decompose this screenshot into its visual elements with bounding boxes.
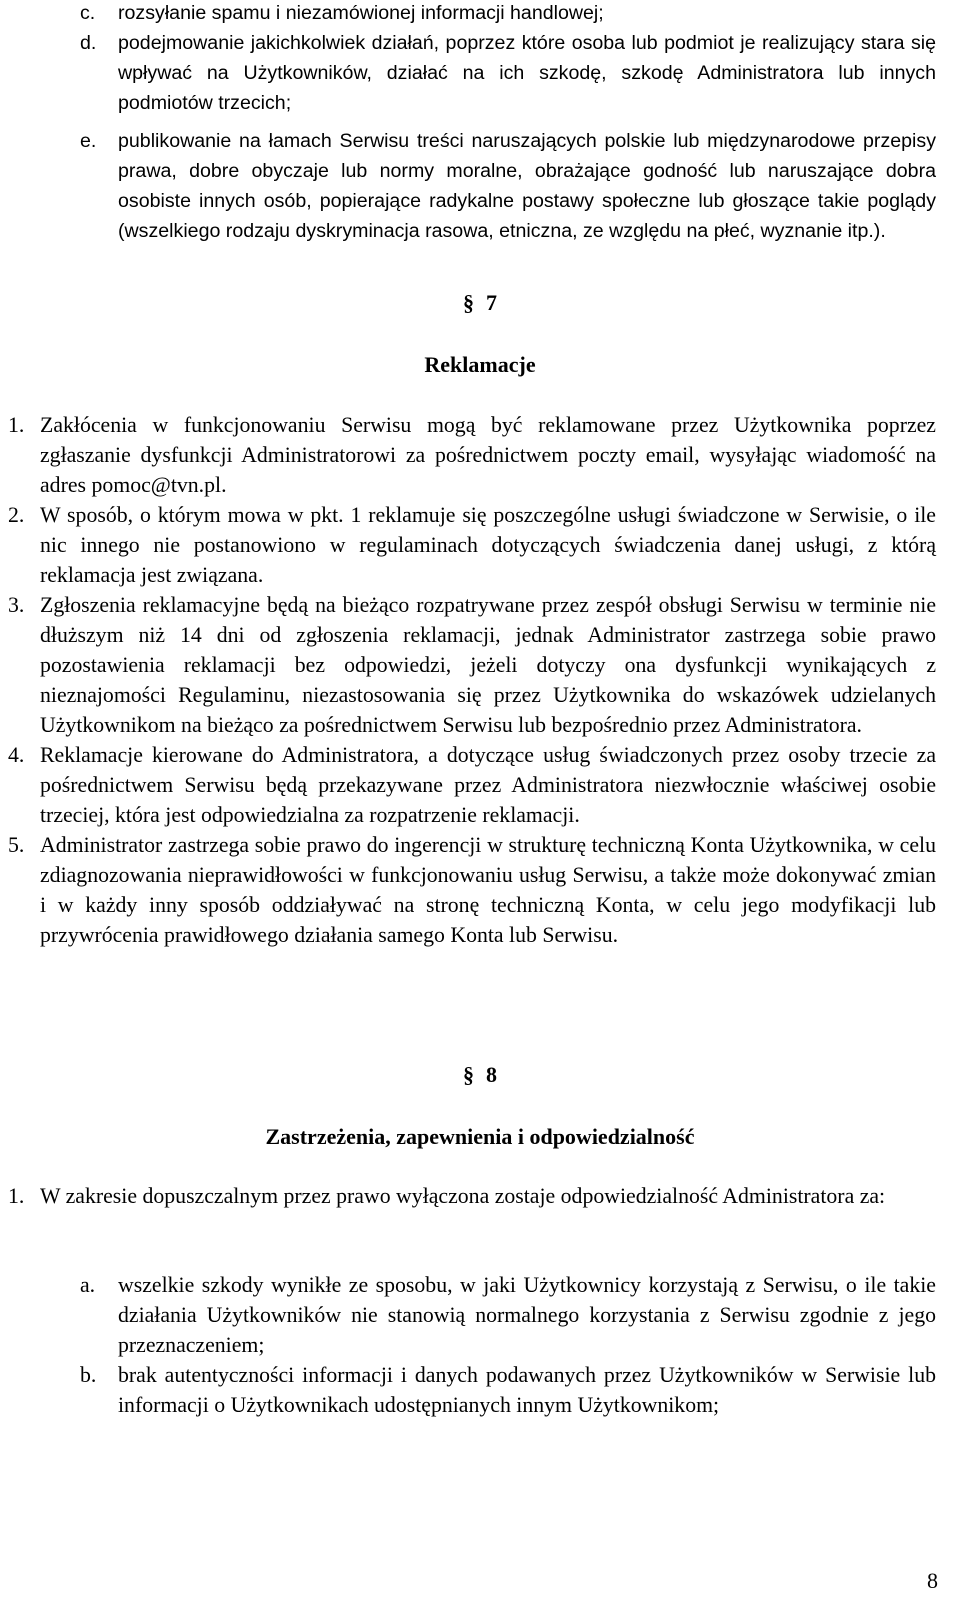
list-item-text: Zgłoszenia reklamacyjne będą na bieżąco rozpatrywane przez zespół obsługi Serwisu w terminie nie dłuższym niż 14 dni od zgłoszenia reklamacji, jednak Administrator zastrzega sobie prawo pozostawienia reklamacji bez odpowiedzi, jeżeli dotyczy ona dysfunkcji wynikających z nieznajomości Regulaminu, niezastosowania się przez Użytkownika do wskazówek udzielanych Użytkownikom na bieżąco za pośrednictwem Serwisu lub bezpośrednio przez Administratora. (40, 593, 936, 737)
list-marker (0, 410, 40, 500)
list-item-text: Administrator zastrzega sobie prawo do ingerencji w strukturę techniczną Konta Użytkownika, w celu zdiagnozowania nieprawidłowości w funkcjonowaniu usług Serwisu, a także może dokonywać zmian i w każdy inny sposób oddziaływać na stronę techniczną Konta, w celu jego modyfikacji lub przywrócenia prawidłowego działania samego Konta lub Serwisu. (40, 833, 936, 947)
section-number: 7 (486, 290, 497, 315)
list-item-text: Zakłócenia w funkcjonowaniu Serwisu mogą być reklamowane przez Użytkownika poprzez zgłaszanie dysfunkcji Administratorowi za pośrednictwem poczty email, wysyłając wiadomość na adres pomoc@tvn.pl. (40, 413, 936, 497)
section-8-title: Zastrzeżenia, zapewnienia i odpowiedzialność (265, 1124, 695, 1149)
list-item-text: publikowanie na łamach Serwisu treści naruszających polskie lub międzynarodowe przepisy prawa, dobre obyczaje lub normy moralne, obrażające godność lub naruszające dobra osobiste innych osób, popierające radykalne postawy społeczne lub głoszące takie poglądy (wszelkiego rodzaju dyskryminacja rasowa, etniczna, ze względu na płeć, wyznanie itp.). (118, 130, 936, 242)
list-item (0, 590, 936, 740)
list-item (80, 1360, 936, 1420)
list-item-text: Reklamacje kierowane do Administratora, a dotyczące usług świadczonych przez osoby trzecie za pośrednictwem Serwisu będą przekazywane przez Administratora niezwłocznie właściwej osobie trzeciej, która jest odpowiedzialna za rozpatrzenie reklamacji. (40, 743, 936, 827)
list-item-text: podejmowanie jakichkolwiek działań, poprzez które osoba lub podmiot je realizujący stara się wpływać na Użytkowników, działać na ich szkodę, szkodę Administratora lub innych podmiotów trzecich; (118, 32, 936, 114)
list-item-text: wszelkie szkody wynikłe ze sposobu, w jaki Użytkownicy korzystają z Serwisu, o ile takie działania Użytkowników nie stanowią normalnego korzystania z Serwisu zgodnie z jego przeznaczeniem; (118, 1273, 936, 1357)
section-7-heading (0, 290, 960, 316)
list-marker (0, 830, 40, 950)
page-number: 8 (927, 1568, 938, 1593)
section-sign: § (463, 1062, 474, 1087)
list-item-text: W zakresie dopuszczalnym przez prawo wyłączona zostaje odpowiedzialność Administratora za: (40, 1184, 886, 1208)
list-item (0, 500, 936, 590)
list-marker: a. (80, 1273, 96, 1297)
list-item (0, 1181, 936, 1211)
list-marker (0, 740, 40, 830)
list-marker-label: 4. (8, 743, 25, 767)
list-item (80, 1270, 936, 1360)
section-number: 8 (486, 1062, 497, 1087)
liability-sublist (80, 1270, 936, 1420)
section-7-title: Reklamacje (424, 352, 536, 377)
list-marker-label: 3. (8, 593, 25, 617)
list-marker-label: 2. (8, 503, 25, 527)
list-marker (0, 590, 40, 740)
list-item (80, 126, 936, 246)
section-8-heading (0, 1062, 960, 1088)
liability-list (0, 1181, 936, 1211)
list-marker-label: 5. (8, 833, 25, 857)
list-marker: e. (80, 130, 97, 152)
section-sign: § (463, 290, 474, 315)
list-item-text: brak autentyczności informacji i danych podawanych przez Użytkowników w Serwisie lub informacji o Użytkownikach udostępnianych innym Użytkownikom; (118, 1363, 936, 1417)
list-item (80, 0, 936, 28)
list-marker-label: 1. (8, 413, 25, 437)
complaints-list (0, 410, 936, 950)
list-item (0, 740, 936, 830)
list-marker-label: 1. (8, 1184, 25, 1208)
list-marker: c. (80, 2, 96, 24)
list-item-text: rozsyłanie spamu i niezamówionej informacji handlowej; (118, 2, 604, 24)
list-marker: d. (80, 32, 97, 54)
list-item-text: W sposób, o którym mowa w pkt. 1 reklamuje się poszczególne usługi świadczone w Serwisie, o ile nic innego nie postanowiono w regulaminach dotyczących świadczenia danej usługi, z którą reklamacja jest związana. (40, 503, 936, 587)
list-item (0, 830, 936, 950)
list-marker: b. (80, 1363, 97, 1387)
list-marker (0, 500, 40, 590)
prohibited-actions-list (80, 0, 936, 246)
list-marker (0, 1181, 40, 1211)
list-item (0, 410, 936, 500)
list-item (80, 28, 936, 118)
